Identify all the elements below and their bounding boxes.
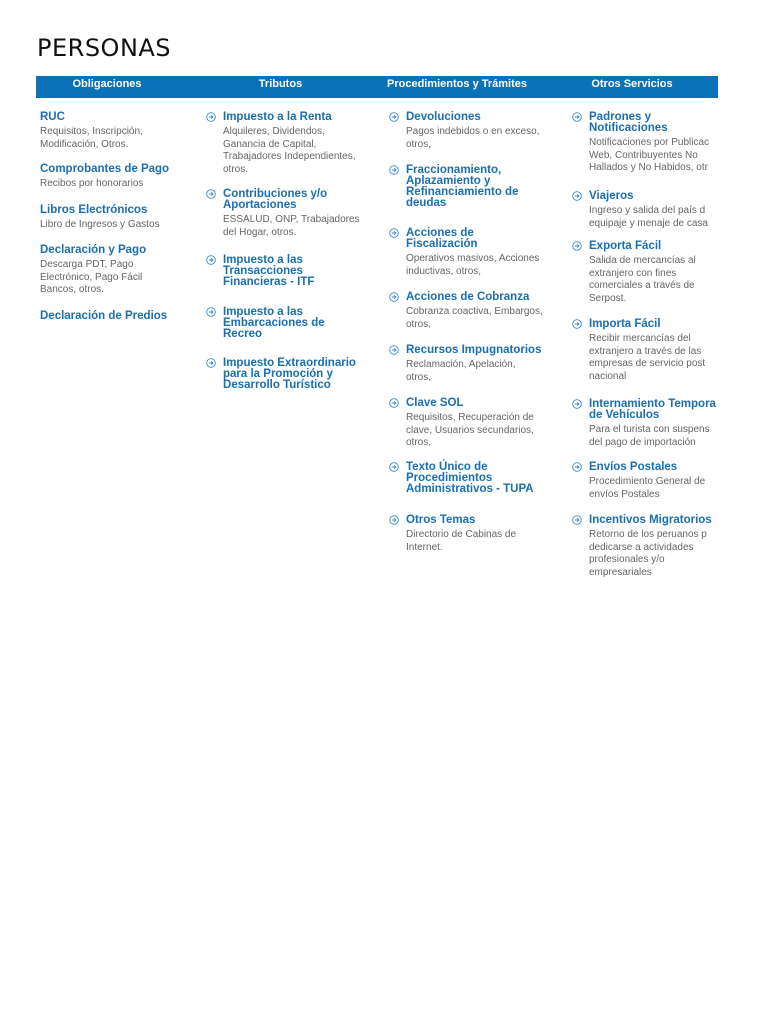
circle-arrow-right-icon: [389, 112, 399, 122]
procedimientos-item[interactable]: [389, 515, 516, 554]
circle-arrow-right-icon: [389, 515, 399, 525]
circle-arrow-right-icon: [572, 515, 582, 525]
circle-arrow-right-icon: [572, 462, 582, 472]
procedimientos-item[interactable]: [389, 292, 543, 331]
item-title[interactable]: Contribuciones y/o Aportaciones: [223, 188, 328, 211]
item-title[interactable]: Envíos Postales: [589, 461, 678, 473]
item-title[interactable]: Otros Temas: [406, 514, 476, 526]
circle-arrow-right-icon: [389, 228, 399, 238]
item-title[interactable]: Acciones de Cobranza: [406, 291, 530, 303]
procedimientos-item[interactable]: [389, 462, 534, 495]
obligaciones-item[interactable]: [40, 112, 143, 151]
item-title[interactable]: Impuesto a la Renta: [223, 111, 332, 123]
circle-arrow-right-icon: [206, 189, 216, 199]
item-description: Recibos por honorarios: [40, 178, 144, 189]
item-title[interactable]: Impuesto a las Transacciones Financieras - ITF: [223, 254, 315, 288]
header-tributos[interactable]: Tributos: [258, 78, 303, 90]
tributos-item[interactable]: [206, 255, 314, 288]
item-description: Requisitos, Inscripción, Modificación, Otros.: [40, 126, 143, 150]
circle-arrow-right-icon: [572, 191, 582, 201]
item-description: ESSALUD, ONP, Trabajadores del Hogar, otros.: [223, 214, 360, 238]
circle-arrow-right-icon: [572, 399, 582, 409]
procedimientos-item[interactable]: [389, 228, 539, 278]
item-description: Recibir mercancías del extranjero a través de las empresas de servicio post nacional: [589, 333, 706, 382]
circle-arrow-right-icon: [572, 241, 582, 251]
item-description: Directorio de Cabinas de Internet.: [406, 529, 517, 553]
item-title[interactable]: Internamiento Tempora de Vehículos: [589, 398, 716, 421]
circle-arrow-right-icon: [389, 398, 399, 408]
item-title[interactable]: Impuesto a las Embarcaciones de Recreo: [223, 306, 325, 340]
item-title[interactable]: Impuesto Extraordinario para la Promoción y Desarrollo Turístico: [223, 357, 356, 391]
tributos-item[interactable]: [206, 189, 360, 239]
item-description: Pagos indebidos o en exceso, otros,: [406, 126, 540, 150]
item-description: Reclamación, Apelación, otros,: [406, 359, 516, 383]
item-title[interactable]: Recursos Impugnatorios: [406, 344, 542, 356]
item-title[interactable]: Texto Único de Procedimientos Administrativos - TUPA: [406, 461, 534, 495]
procedimientos-item[interactable]: [389, 398, 534, 450]
tributos-item[interactable]: [206, 112, 356, 176]
page-title: PERSONAS: [37, 34, 172, 62]
circle-arrow-right-icon: [206, 255, 216, 265]
item-title[interactable]: Declaración y Pago: [40, 244, 147, 256]
otros-item[interactable]: [572, 319, 705, 383]
circle-arrow-right-icon: [389, 165, 399, 175]
item-title[interactable]: Acciones de Fiscalización: [406, 227, 478, 250]
item-title[interactable]: Comprobantes de Pago: [40, 163, 170, 175]
otros-item[interactable]: [572, 112, 709, 175]
otros-item[interactable]: [572, 241, 696, 305]
circle-arrow-right-icon: [206, 358, 216, 368]
item-description: Procedimiento General de envíos Postales: [589, 476, 706, 500]
circle-arrow-right-icon: [389, 462, 399, 472]
item-title[interactable]: Incentivos Migratorios: [589, 514, 712, 526]
circle-arrow-right-icon: [389, 345, 399, 355]
tributos-item[interactable]: [206, 358, 356, 391]
procedimientos-item[interactable]: [389, 165, 518, 209]
item-title[interactable]: Viajeros: [589, 190, 634, 202]
services-panel: [36, 76, 718, 596]
procedimientos-item[interactable]: [389, 345, 541, 384]
item-title[interactable]: Padrones y Notificaciones: [589, 111, 668, 134]
circle-arrow-right-icon: [572, 319, 582, 329]
item-title[interactable]: Declaración de Predios: [40, 310, 168, 322]
item-description: Requisitos, Recuperación de clave, Usuarios secundarios, otros,: [406, 412, 534, 448]
otros-item[interactable]: [572, 462, 705, 501]
item-description: Notificaciones por Publicac Web, Contribuyentes No Hallados y No Habidos, otr: [589, 137, 710, 173]
item-description: Libro de Ingresos y Gastos: [40, 219, 160, 230]
obligaciones-item[interactable]: [40, 164, 169, 191]
circle-arrow-right-icon: [206, 112, 216, 122]
header-bar: [36, 76, 718, 98]
item-description: Salida de mercancías al extranjero con fines comerciales a través de Serpost.: [589, 255, 696, 304]
item-title[interactable]: Importa Fácil: [589, 318, 661, 330]
otros-item[interactable]: [572, 515, 712, 579]
item-title[interactable]: Clave SOL: [406, 397, 464, 409]
circle-arrow-right-icon: [572, 112, 582, 122]
obligaciones-item[interactable]: [40, 245, 146, 297]
item-description: Descarga PDT, Pago Electrónico, Pago Fácil Bancos, otros.: [40, 259, 143, 295]
item-title[interactable]: Exporta Fácil: [589, 240, 662, 252]
tributos-item[interactable]: [206, 307, 325, 340]
item-title[interactable]: Devoluciones: [406, 111, 481, 123]
circle-arrow-right-icon: [389, 292, 399, 302]
header-otros-servicios[interactable]: Otros Servicios: [591, 78, 673, 90]
obligaciones-item[interactable]: [40, 311, 167, 322]
procedimientos-item[interactable]: [389, 112, 539, 151]
header-procedimientos[interactable]: Procedimientos y Trámites: [387, 78, 527, 90]
item-description: Alquileres, Dividendos, Ganancia de Capital, Trabajadores Independientes, otros.: [223, 126, 356, 175]
item-description: Ingreso y salida del país d equipaje y menaje de casa: [589, 205, 708, 229]
item-description: Retorno de los peruanos p dedicarse a actividades profesionales y/o empresariales: [589, 529, 707, 578]
otros-item[interactable]: [572, 399, 716, 449]
item-title[interactable]: Libros Electrónicos: [40, 204, 148, 216]
item-description: Operativos masivos, Acciones inductivas, otros,: [406, 253, 540, 277]
otros-item[interactable]: [572, 191, 708, 230]
obligaciones-item[interactable]: [40, 205, 160, 232]
item-description: Para el turista con suspens del pago de importación: [589, 424, 710, 448]
header-obligaciones[interactable]: Obligaciones: [72, 78, 142, 90]
circle-arrow-right-icon: [206, 307, 216, 317]
item-description: Cobranza coactiva, Embargos, otros,: [406, 306, 543, 330]
item-title[interactable]: RUC: [40, 111, 65, 123]
item-title[interactable]: Fraccionamiento, Aplazamiento y Refinanciamiento de deudas: [406, 164, 519, 209]
